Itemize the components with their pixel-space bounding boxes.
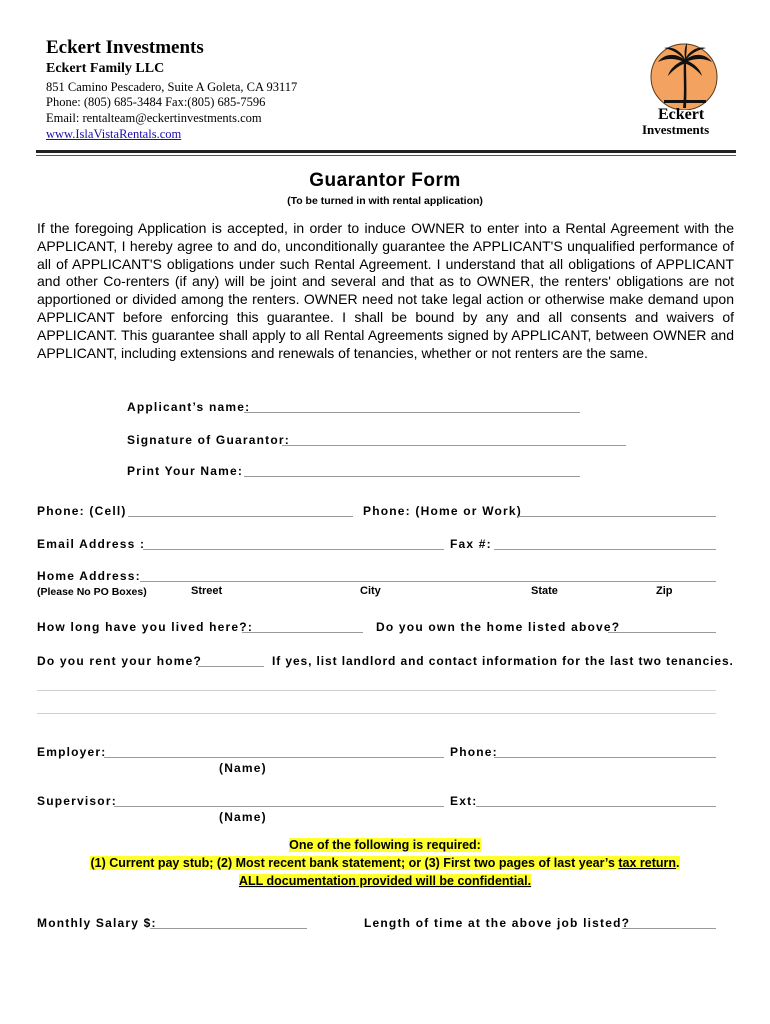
zip-label: Zip: [656, 585, 673, 597]
phone-home-field[interactable]: [518, 516, 716, 517]
home-address-field[interactable]: [140, 581, 716, 582]
phone-cell-label: Phone: (Cell): [37, 504, 127, 518]
form-subtitle: (To be turned in with rental application): [287, 195, 483, 207]
company-address: 851 Camino Pescadero, Suite A Goleta, CA 93117: [46, 80, 298, 94]
notice-options-text: (1) Current pay stub; (2) Most recent bank statement; or (3) First two pages of last year’s tax return.: [90, 856, 680, 870]
fax-field[interactable]: [494, 549, 716, 550]
fax-label: Fax #:: [450, 537, 492, 551]
notice-line-2: [0, 856, 770, 870]
header-divider: [36, 150, 736, 153]
tenancy-line-2[interactable]: [37, 713, 716, 714]
print-name-label: Print Your Name:: [127, 464, 244, 478]
company-logo: [640, 40, 730, 136]
company-phone: Phone: (805) 685-3484 Fax:(805) 685-7596: [46, 95, 266, 109]
ext-field[interactable]: [476, 806, 716, 807]
city-label: City: [360, 585, 381, 597]
applicant-name-field[interactable]: [244, 412, 580, 413]
notice-line-3: [0, 874, 770, 888]
own-home-label: Do you own the home listed above?: [376, 620, 621, 634]
own-home-field[interactable]: [608, 632, 716, 633]
supervisor-field[interactable]: [114, 806, 444, 807]
company-name: Eckert Investments: [46, 37, 204, 58]
tax-return-text: tax return: [618, 856, 677, 870]
palm-tree-icon: [640, 40, 730, 110]
employer-label: Employer:: [37, 745, 107, 759]
signature-field[interactable]: [282, 445, 626, 446]
website-link[interactable]: www.IslaVistaRentals.com: [46, 127, 182, 141]
print-name-field[interactable]: [244, 476, 580, 477]
notice-confidential-text: ALL documentation provided will be confidential.: [238, 874, 532, 888]
phone-cell-field[interactable]: [128, 516, 353, 517]
logo-text-eckert: Eckert: [658, 106, 705, 123]
notice-line-1: [0, 838, 770, 852]
state-label: State: [531, 585, 558, 597]
header-divider-thin: [36, 155, 736, 156]
how-long-field[interactable]: [242, 632, 363, 633]
home-address-label: Home Address:: [37, 569, 141, 583]
applicant-name-label: Applicant’s name:: [127, 400, 251, 414]
company-email: Email: rentalteam@eckertinvestments.com: [46, 111, 262, 125]
monthly-salary-label: Monthly Salary $:: [37, 916, 157, 930]
tenancy-line-1[interactable]: [37, 690, 716, 691]
employer-field[interactable]: [104, 757, 444, 758]
rent-home-label: Do you rent your home?: [37, 654, 203, 668]
length-time-field[interactable]: [622, 928, 716, 929]
company-llc: Eckert Family LLC: [46, 61, 165, 76]
phone-home-label: Phone: (Home or Work): [363, 504, 522, 518]
no-po-note: (Please No PO Boxes): [37, 586, 147, 598]
rent-home-field[interactable]: [198, 666, 264, 667]
supervisor-label: Supervisor:: [37, 794, 117, 808]
if-yes-label: If yes, list landlord and contact information for the last two tenancies.: [272, 654, 734, 668]
employer-phone-label: Phone:: [450, 745, 498, 759]
notice-required-text: One of the following is required:: [289, 838, 481, 852]
guarantee-paragraph: If the foregoing Application is accepted, in order to induce OWNER to enter into a Rental Agreement with the APPLICANT, I hereby agree to and do, unconditionally guarantee the APPLICANT'S unqualified performance of all of APPLICANT'S obligations under such Rental Agreement. I understand that all obligations of APPLICANT and other Co-renters (if any) will be joint and several and that as to OWNER, the renters' obligations are not apportioned or divided among the renters. OWNER need not take legal action or otherwise make demand upon APPLICANT before enforcing this guarantee. I shall be bound by any and all consents and waivers of APPLICANT. This guarantee shall apply to all Rental Agreements signed by APPLICANT, between OWNER and APPLICANT, including extensions and renewals of tenancies, whether or not renters are the same.: [37, 220, 734, 361]
employer-name-hint: (Name): [219, 761, 267, 775]
email-field[interactable]: [143, 549, 444, 550]
monthly-salary-field[interactable]: [150, 928, 307, 929]
street-label: Street: [191, 585, 223, 597]
supervisor-name-hint: (Name): [219, 810, 267, 824]
email-label: Email Address :: [37, 537, 146, 551]
how-long-label: How long have you lived here?:: [37, 620, 254, 634]
signature-label: Signature of Guarantor:: [127, 433, 290, 447]
logo-text-investments: Investments: [642, 122, 710, 137]
employer-phone-field[interactable]: [494, 757, 716, 758]
length-time-label: Length of time at the above job listed?: [364, 916, 631, 930]
form-title: Guarantor Form: [309, 170, 461, 191]
ext-label: Ext:: [450, 794, 478, 808]
